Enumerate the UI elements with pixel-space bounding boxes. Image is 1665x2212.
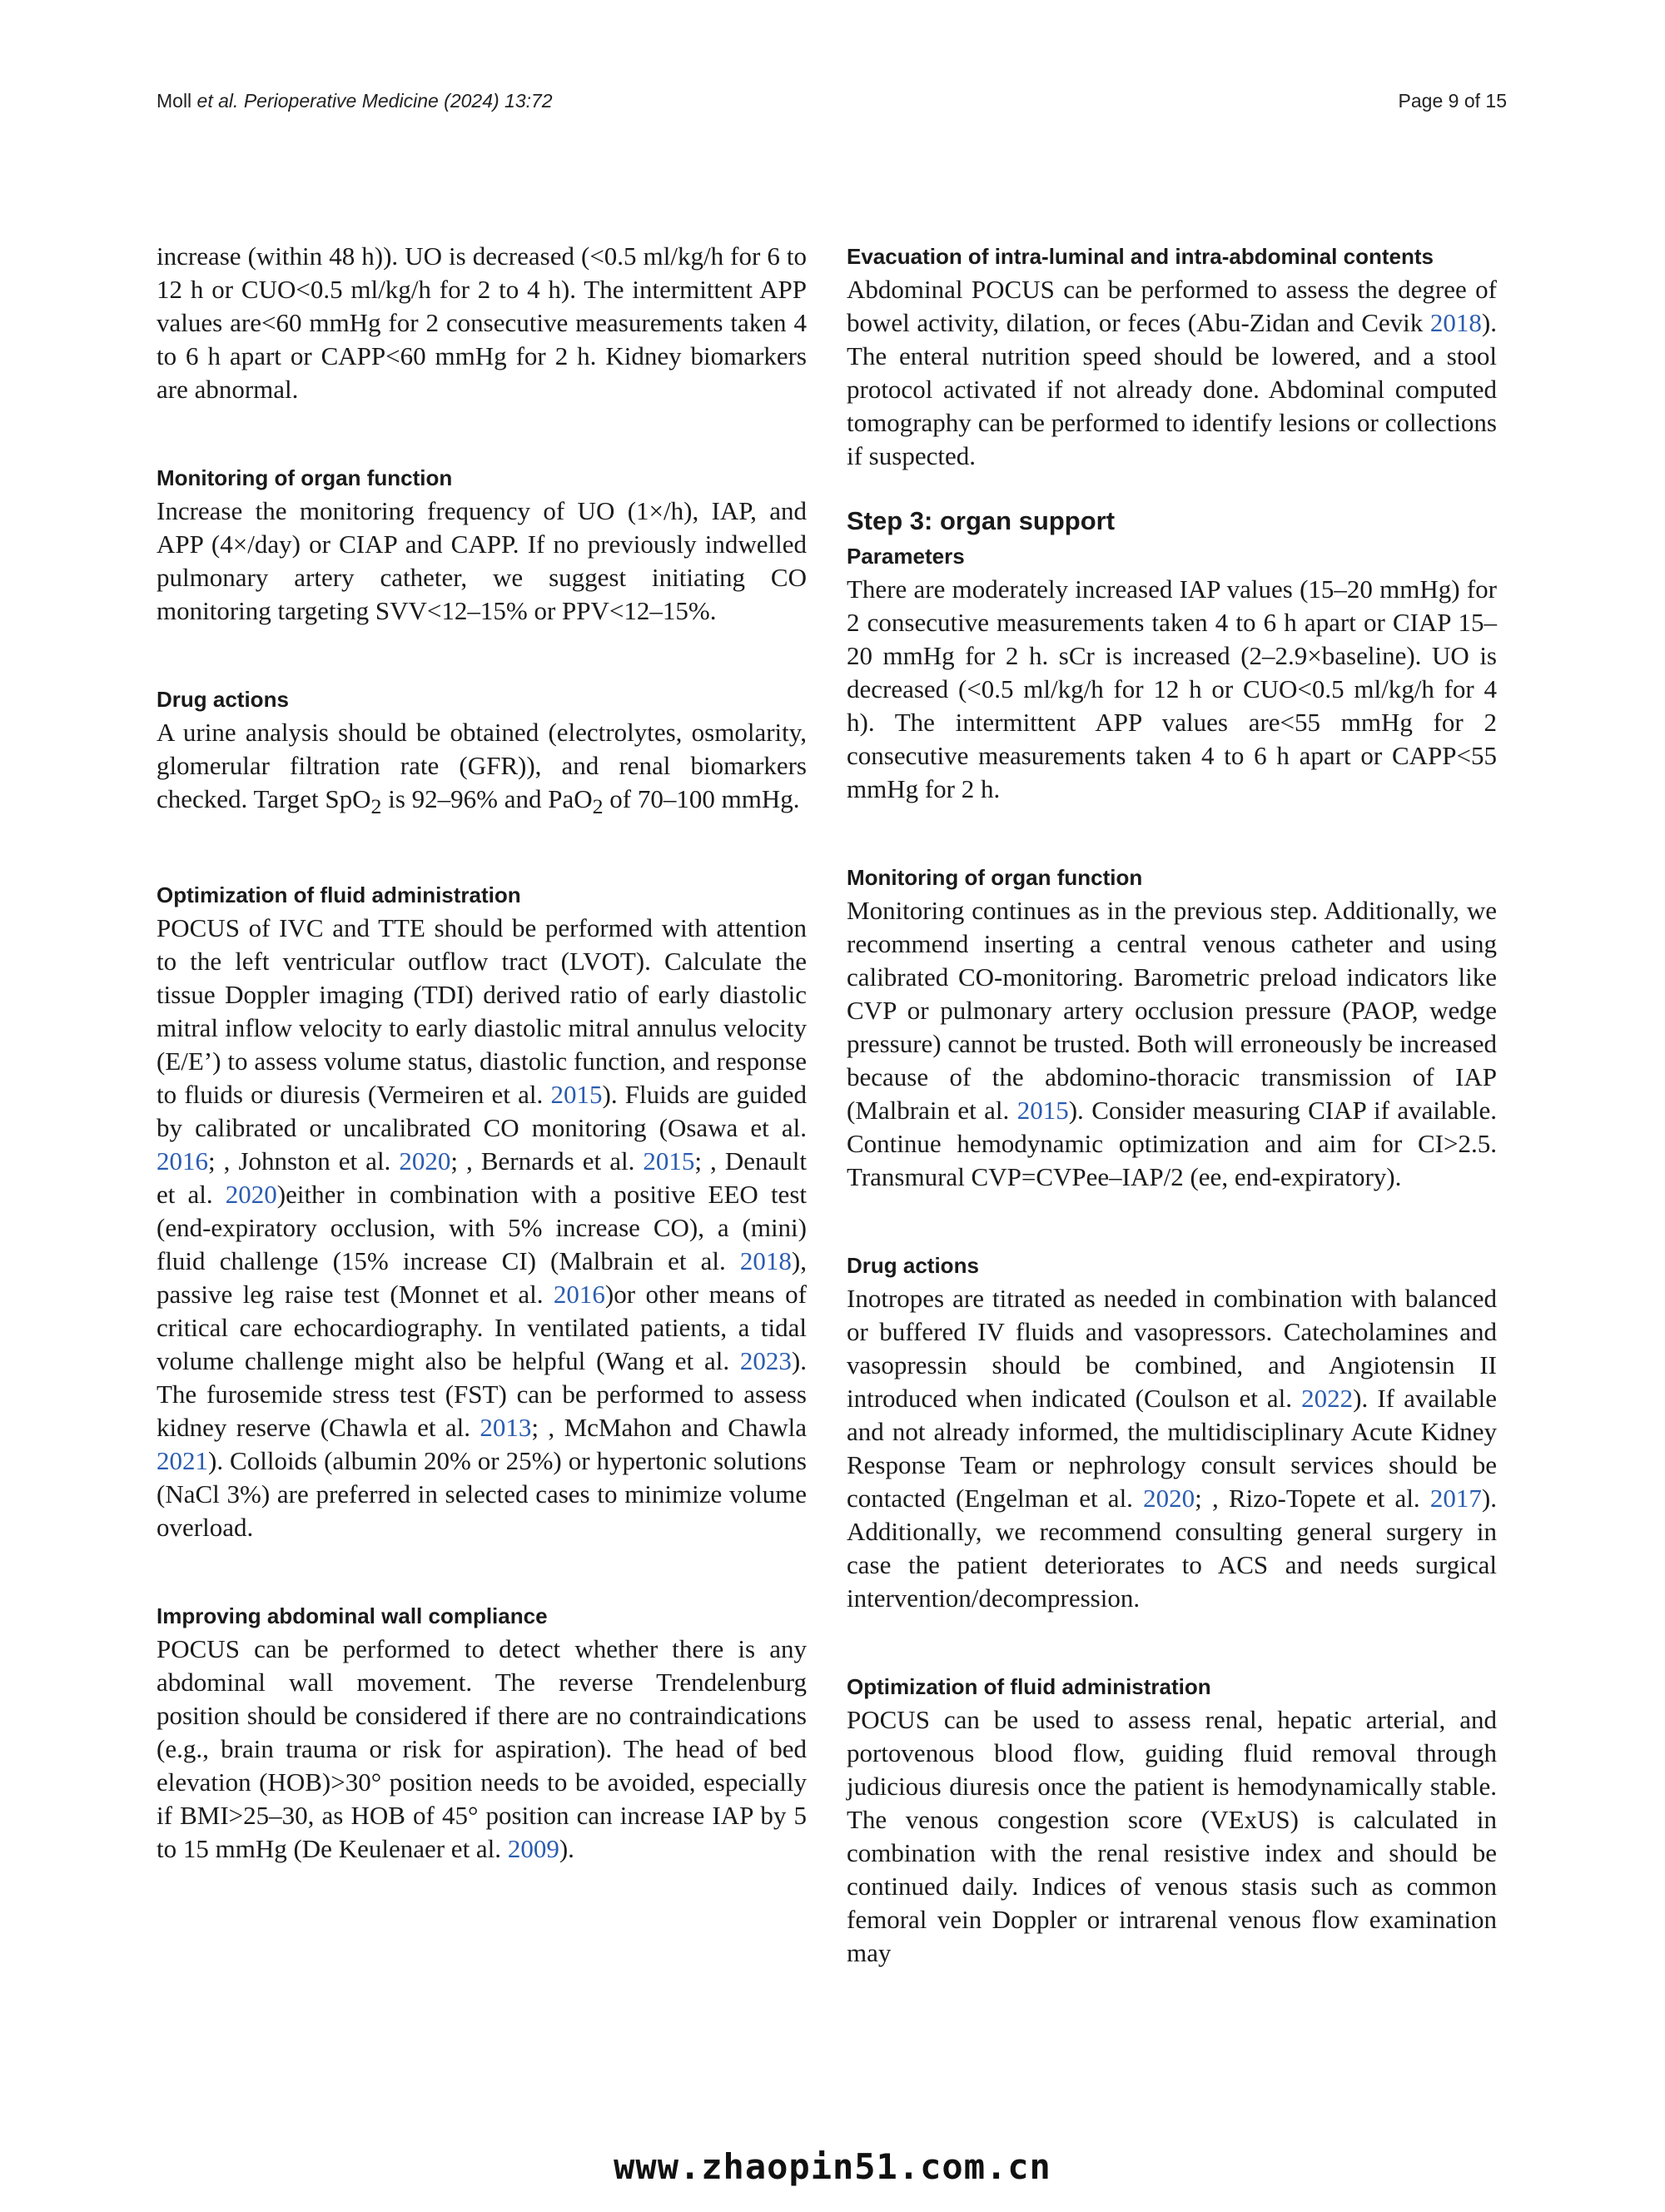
header-authors: Moll xyxy=(157,90,192,112)
paragraph-monitoring-step3: Monitoring continues as in the previous step. Additionally, we recommend inserting a central venous catheter and using calibrated CO-monitoring. Barometric preload indicators like CVP or pulmonary artery occlusion pressure (PAOP, wedge pressure) cannot be trusted. Both will erroneously be increased because of the abdomino-thoracic transmission of IAP (Malbrain et al. 2015). Consider measuring CIAP if available. Continue hemodynamic optimization and aim for CI>2.5. Transmural CVP=CVPee–IAP/2 (ee, end-expiratory). xyxy=(847,896,1497,1191)
header-journal: Perioperative Medicine (2024) 13:72 xyxy=(243,90,553,112)
paragraph-continued: increase (within 48 h)). UO is decreased (<0.5 ml/kg/h for 6 to 12 h or CUO<0.5 ml/kg/h for 2 to 4 h). The intermittent APP values are<60 mmHg for 2 consecutive measurements taken 4 to 6 h apart or CAPP<60 mmHg for 2 h. Kidney biomarkers are abnormal. xyxy=(157,241,807,404)
paragraph-abdominal-wall: POCUS can be performed to detect whether there is any abdominal wall movement. The reverse Trendelenburg position should be considered if there are no contraindications (e.g., brain trauma or risk for aspiration). The head of bed elevation (HOB)>30° position needs to be avoided, especially if BMI>25–30, as HOB of 45° position can increase IAP by 5 to 15 mmHg (De Keulenaer et al. 2009). xyxy=(157,1634,807,1864)
citation-link[interactable]: 2022 xyxy=(1301,1384,1354,1413)
citation-link[interactable]: 2023 xyxy=(739,1346,792,1376)
heading-evacuation: Evacuation of intra-luminal and intra-abdominal contents xyxy=(847,244,1434,269)
heading-drug-actions-step3: Drug actions xyxy=(847,1253,979,1278)
heading-step3: Step 3: organ support xyxy=(847,506,1116,535)
citation-link[interactable]: 2017 xyxy=(1429,1484,1482,1513)
paragraph-parameters: There are moderately increased IAP values (15–20 mmHg) for 2 consecutive measurements taken 4 to 6 h apart or CIAP 15–20 mmHg for 2 h. sCr is increased (2–2.9×baseline). UO is decreased (<0.5 ml/kg/h for 12 h or CUO<0.5 ml/kg/h for 4 h). The intermittent APP values are<55 mmHg for 2 consecutive measurements taken 4 to 6 h apart or CAPP<55 mmHg for 2 h. xyxy=(847,574,1497,803)
heading-parameters: Parameters xyxy=(847,544,965,569)
citation-link[interactable]: 2015 xyxy=(643,1146,695,1176)
right-column xyxy=(847,240,1497,1970)
heading-fluid-optimization: Optimization of fluid administration xyxy=(157,882,521,908)
citation-link[interactable]: 2021 xyxy=(157,1446,208,1476)
citation-link[interactable]: 2016 xyxy=(553,1280,605,1310)
heading-abdominal-wall: Improving abdominal wall compliance xyxy=(157,1603,548,1629)
heading-monitoring: Monitoring of organ function xyxy=(157,465,453,490)
header-etal: et al. xyxy=(191,90,244,112)
citation-link[interactable]: 2013 xyxy=(480,1413,532,1443)
watermark-url: www.zhaopin51.com.cn xyxy=(614,2146,1051,2187)
citation-link[interactable]: 2016 xyxy=(157,1146,208,1176)
left-column xyxy=(157,240,807,1866)
citation-link[interactable]: 2009 xyxy=(507,1834,559,1864)
paragraph-fluid-optimization: POCUS of IVC and TTE should be performed with attention to the left ventricular outflow tract (LVOT). Calculate the tissue Doppler imaging (TDI) derived ratio of early diastolic mitral inflow velocity to early diastolic mitral annulus velocity (E/E’) to assess volume status, diastolic function, and response to fluids or diuresis (Vermeiren et al. 2015). Fluids are guided by calibrated or uncalibrated CO monitoring (Osawa et al. 2016; , Johnston et al. 2020; , Bernards et al. 2015; , Denault et al. 2020)either in combination with a positive EEO test (end-expiratory occlusion, with 5% increase CO), a (mini) fluid challenge (15% increase CI) (Malbrain et al. 2018), passive leg raise test (Monnet et al. 2016)or other means of critical care echocardiography. In ventilated patients, a tidal volume challenge might also be helpful (Wang et al. 2023). The furosemide stress test (FST) can be performed to assess kidney reserve (Chawla et al. 2013; , McMahon and Chawla 2021). Colloids (albumin 20% or 25%) or hypertonic solutions (NaCl 3%) are preferred in selected cases to minimize volume overload. xyxy=(157,913,807,1543)
running-header xyxy=(157,90,553,112)
page-number: Page 9 of 15 xyxy=(1398,90,1507,112)
paragraph-evacuation: Abdominal POCUS can be performed to assess the degree of bowel activity, dilation, or feces (Abu-Zidan and Cevik 2018). The enteral nutrition speed should be lowered, and a stool protocol activated if not already done. Abdominal computed tomography can be performed to identify lesions or collections if suspected. xyxy=(847,275,1497,470)
citation-link[interactable]: 2018 xyxy=(739,1246,792,1276)
paragraph-drug-actions-step3: Inotropes are titrated as needed in combination with balanced or buffered IV fluids and vasopressors. Catecholamines and vasopressin should be combined, and Angiotensin II introduced when indicated (Coulson et al. 2022). If available and not already informed, the multidisciplinary Acute Kidney Response Team or nephrology consult services should be contacted (Engelman et al. 2020; , Rizo-Topete et al. 2017). Additionally, we recommend consulting general surgery in case the patient deteriorates to ACS and needs surgical intervention/decompression. xyxy=(847,1284,1497,1613)
citation-link[interactable]: 2015 xyxy=(1016,1096,1069,1125)
citation-link[interactable]: 2020 xyxy=(1143,1484,1195,1513)
citation-link[interactable]: 2018 xyxy=(1429,308,1482,337)
paragraph-fluid-optimization-step3: POCUS can be used to assess renal, hepatic arterial, and portovenous blood flow, guiding fluid removal through judicious diuresis once the patient is hemodynamically stable. The venous congestion score (VExUS) is calculated in combination with the renal resistive index and should be continued daily. Indices of venous stasis such as common femoral vein Doppler or intrarenal venous flow examination may xyxy=(847,1705,1497,1967)
citation-link[interactable]: 2020 xyxy=(399,1146,451,1176)
citation-link[interactable]: 2015 xyxy=(550,1080,603,1110)
paragraph-drug-actions: A urine analysis should be obtained (electrolytes, osmolarity, glomerular filtration rate (GFR)), and renal biomarkers checked. Target SpO$_2$ is 92–96% and PaO$_2$ of 70–100 mmHg. xyxy=(157,718,807,819)
heading-monitoring-step3: Monitoring of organ function xyxy=(847,865,1143,890)
heading-fluid-optimization-step3: Optimization of fluid administration xyxy=(847,1674,1211,1699)
paragraph-monitoring: Increase the monitoring frequency of UO (1×/h), IAP, and APP (4×/day) or CIAP and CAPP. If no previously indwelled pulmonary artery catheter, we suggest initiating CO monitoring targeting SVV<12–15% or PPV<12–15%. xyxy=(157,496,807,625)
heading-drug-actions: Drug actions xyxy=(157,687,289,712)
citation-link[interactable]: 2020 xyxy=(225,1180,277,1210)
